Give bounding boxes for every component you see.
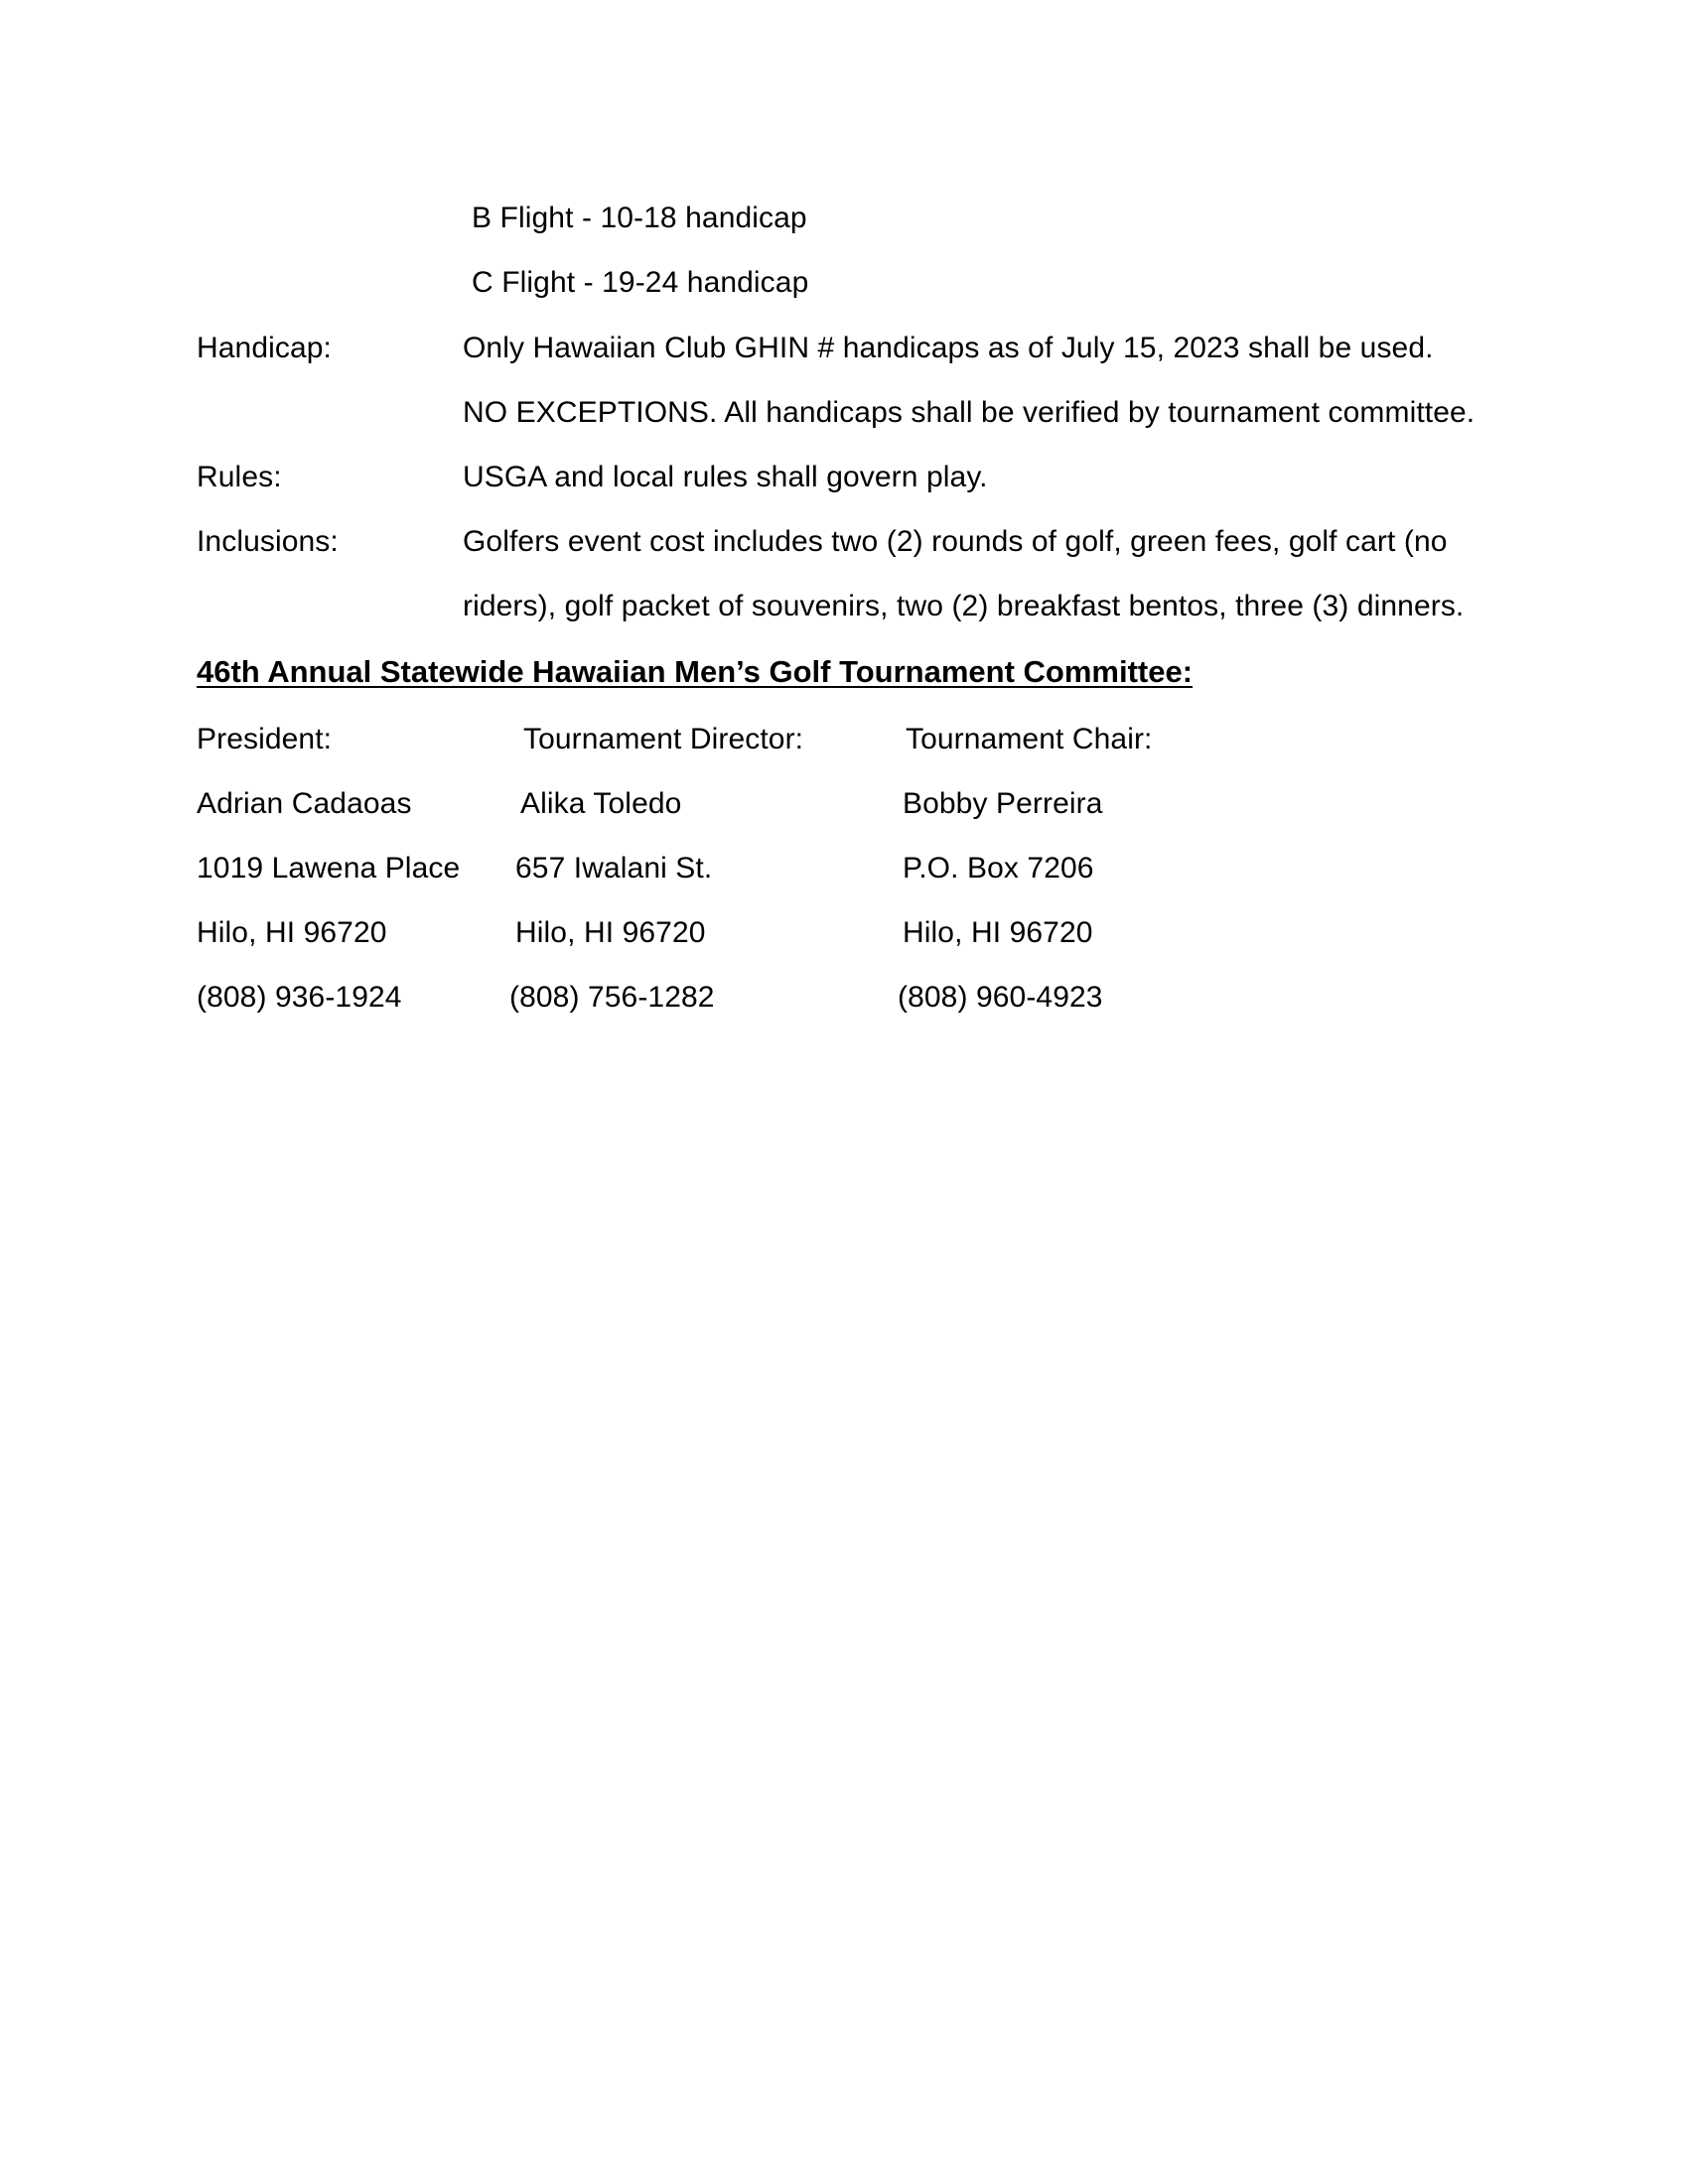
director-name: Alika Toledo [520, 787, 682, 820]
rules-text: USGA and local rules shall govern play. [463, 461, 988, 493]
president-address: 1019 Lawena Place [197, 852, 461, 885]
director-address: 657 Iwalani St. [515, 852, 713, 885]
chair-role: Tournament Chair: [906, 723, 1153, 755]
handicap-label: Handicap: [197, 332, 332, 364]
chair-city: Hilo, HI 96720 [903, 916, 1093, 949]
president-name: Adrian Cadaoas [197, 787, 412, 820]
president-phone: (808) 936-1924 [197, 981, 402, 1014]
flight-c-line: C Flight - 19-24 handicap [472, 266, 809, 299]
rules-label: Rules: [197, 461, 282, 493]
president-city: Hilo, HI 96720 [197, 916, 387, 949]
inclusions-text-line-1: Golfers event cost includes two (2) rounds of golf, green fees, golf cart (no [463, 525, 1448, 558]
handicap-text-line-2: NO EXCEPTIONS. All handicaps shall be verified by tournament committee. [463, 396, 1476, 429]
president-role: President: [197, 723, 333, 755]
committee-heading: 46th Annual Statewide Hawaiian Men’s Golf Tournament Committee: [197, 654, 1194, 689]
director-phone: (808) 756-1282 [509, 981, 715, 1014]
chair-phone: (808) 960-4923 [898, 981, 1103, 1014]
director-city: Hilo, HI 96720 [515, 916, 706, 949]
director-role: Tournament Director: [523, 723, 804, 755]
handicap-text-line-1: Only Hawaiian Club GHIN # handicaps as of July 15, 2023 shall be used. [463, 332, 1434, 364]
inclusions-label: Inclusions: [197, 525, 339, 558]
chair-name: Bobby Perreira [903, 787, 1103, 820]
chair-address: P.O. Box 7206 [903, 852, 1094, 885]
flight-b-line: B Flight - 10-18 handicap [472, 202, 807, 234]
inclusions-text-line-2: riders), golf packet of souvenirs, two (2) breakfast bentos, three (3) dinners. [463, 590, 1465, 622]
